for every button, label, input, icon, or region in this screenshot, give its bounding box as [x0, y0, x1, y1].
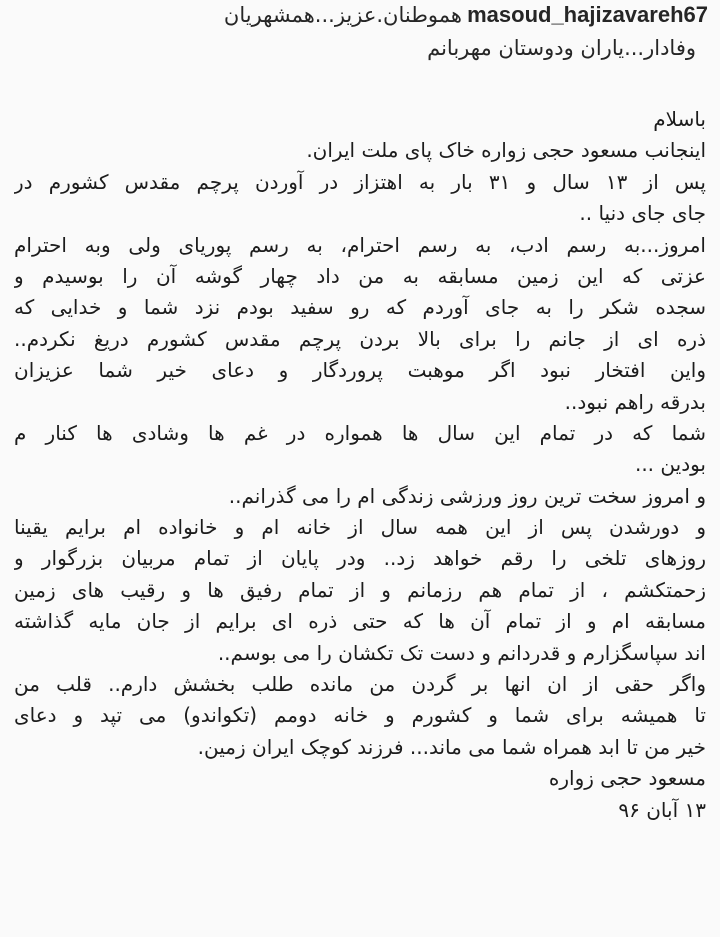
post-header — [0, 0, 720, 72]
caption-line: اینجانب مسعود حجی زواره خاک پای ملت ایران. — [306, 138, 706, 163]
caption-line: خیر من تا ابد همراه شما می ماند... فرزند کوچک ایران زمین. — [197, 734, 706, 759]
caption-line: عزتی که این زمین مسابقه به من داد چهار گوشه آن را بوسیدم و — [14, 263, 706, 288]
caption-line: مسعود حجی زواره — [548, 766, 706, 791]
caption-line: روزهای تلخی را رقم خواهد زد.. ودر پایان از تمام مربیان بزرگوار و — [14, 546, 706, 571]
caption-line: پس از ۱۳ سال و ۳۱ بار به اهتزاز در آوردن پرچم مقدس کشورم در — [14, 169, 706, 194]
caption-line: بدرقه راهم نبود.. — [564, 389, 706, 414]
caption-line: ذره ای از جانم را برای بالا بردن پرچم مقدس کشورم دریغ نکردم.. — [14, 326, 706, 351]
caption-line: واگر حقی از ان انها بر گردن من مانده طلب بخشش دارم.. قلب من — [14, 672, 706, 697]
caption-line: جای جای دنیا .. — [579, 201, 706, 226]
caption-line: زحمتکشم ، از تمام هم رزمانم و از تمام رفیق ها و رقیب های زمین — [14, 577, 706, 602]
caption-line: امروز...به رسم ادب، به رسم احترام، به رسم پوریای ولی وبه احترام — [14, 232, 706, 257]
caption-line: ۱۳ آبان ۹۶ — [618, 797, 706, 822]
caption-line: بودین ... — [634, 452, 706, 477]
caption-line: اند سپاسگزارم و قدردانم و دست تک تکشان را می بوسم.. — [217, 640, 706, 665]
caption-line: تا همیشه برای شما و کشورم و خانه دومم (تکواندو) می تپد و دعای — [14, 703, 706, 728]
caption-line: و دورشدن پس از این همه سال از خانه ام و خانواده ام برایم یقینا — [14, 515, 706, 540]
username-link[interactable]: masoud_hajizavareh67 — [467, 2, 708, 27]
caption-line: مسابقه ام و از تمام آن ها که حتی ذره ای برایم از جان مایه گذاشته — [14, 609, 706, 634]
header-second-line: وفادار...یاران ودوستان مهربانم — [427, 36, 696, 60]
caption-line: واین افتخار نبود اگر موهبت پروردگار و دعای خیر شما عزیزان — [14, 358, 706, 383]
caption-line: سجده شکر را به جای آوردم که رو سفید بودم نزد شما و خدایی که — [14, 295, 706, 320]
caption-line: و امروز سخت ترین روز ورزشی زندگی ام را می گذرانم.. — [228, 483, 706, 508]
caption-line: شما که در تمام این سال ها همواره در غم ها وشادی ها کنار م — [14, 420, 706, 445]
header-greeting: هموطنان.عزیز...همشهریان — [223, 3, 462, 27]
caption-line: باسلام — [653, 107, 706, 131]
caption-body — [14, 104, 706, 826]
header-first-line — [224, 2, 708, 32]
